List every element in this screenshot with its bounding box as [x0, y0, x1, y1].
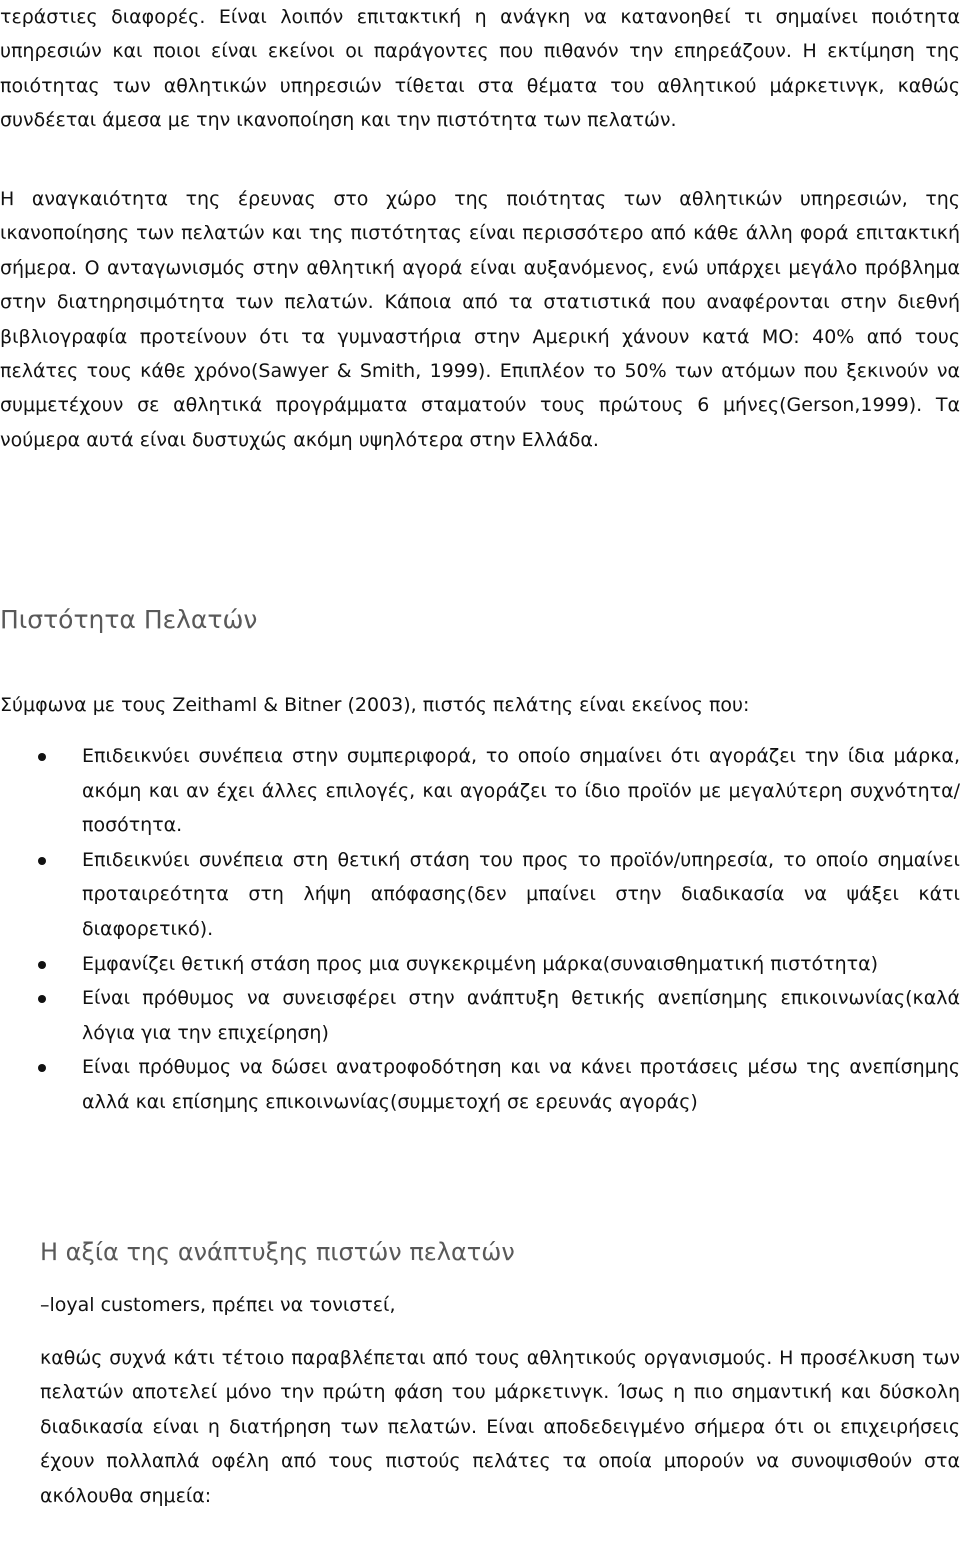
- heading-loyal-customer-value: Η αξία της ανάπτυξης πιστών πελατών: [40, 1238, 515, 1266]
- loyal-customer-traits-list: [0, 739, 960, 1120]
- list-item-text: Επιδεικνύει συνέπεια στη θετική στάση του προς το προϊόν/υπηρεσία, το οποίο σημαίνει προταιρεότητα στη λήψη απόφασης(δεν μπαίνει στην διαδικασία να ψάξει κάτι διαφορετικό).: [82, 848, 960, 940]
- list-item: [0, 1050, 960, 1119]
- paragraph-customer-retention: καθώς συχνά κάτι τέτοιο παραβλέπεται από τους αθλητικούς οργανισμούς. Η προσέλκυση των πελατών αποτελεί μόνο την πρώτη φάση του μάρκετινγκ. Ίσως η πιο σημαντική και δύσκολη διαδικασία είναι η διατήρηση των πελατών. Είναι αποδεδειγμένο σήμερα ότι οι επιχειρήσεις έχουν πολλαπλά οφέλη από τους πιστούς πελάτες τα οποία μπορούν να συνοψισθούν στα ακόλουθα σημεία:: [40, 1347, 960, 1507]
- loyal-customers-note: –loyal customers, πρέπει να τονιστεί,: [40, 1294, 396, 1316]
- list-item-text: Είναι πρόθυμος να συνεισφέρει στην ανάπτυξη θετικής ανεπίσημης επικοινωνίας(καλά λόγια για την επιχείρηση): [82, 987, 960, 1044]
- paragraph-research-necessity: Η αναγκαιότητα της έρευνας στο χώρο της ποιότητας των αθλητικών υπηρεσιών, της ικανοποίησης των πελατών και της πιστότητας είναι περισσότερο από κάθε άλλη φορά επιτακτική σήμερα. Ο ανταγωνισμός στην αθλητική αγορά είναι αυξανόμενος, ενώ υπάρχει μεγάλο πρόβλημα στην διατηρησιμότητα των πελατών. Κάποια από τα στατιστικά που αναφέρονται στην διεθνή βιβλιογραφία προτείνουν ότι τα γυμναστήρια στην Αμερική χάνουν κατά ΜΟ: 40% από τους πελάτες τους κάθε χρόνο(Sawyer & Smith, 1999). Επιπλέον το 50% των ατόμων που ξεκινούν να συμμετέχουν σε αθλητικά προγράμματα σταματούν τους πρώτους 6 μήνες(Gerson,1999). Τα νούμερα αυτά είναι δυστυχώς ακόμη υψηλότερα στην Ελλάδα.: [0, 188, 960, 451]
- heading-customer-loyalty: Πιστότητα Πελατών: [0, 605, 258, 634]
- list-item-text: Επιδεικνύει συνέπεια στην συμπεριφορά, το οποίο σημαίνει ότι αγοράζει την ίδια μάρκα, ακόμη και αν έχει άλλες επιλογές, και αγοράζει το ίδιο προϊόν με μεγαλύτερη συχνότητα/ποσότητα.: [82, 745, 960, 837]
- list-item: [0, 947, 960, 982]
- loyal-customer-definition-intro: Σύμφωνα με τους Zeithaml & Bitner (2003), πιστός πελάτης είναι εκείνος που:: [0, 694, 750, 716]
- list-item: [0, 843, 960, 947]
- list-item: [0, 981, 960, 1050]
- bullet-icon: [38, 1064, 46, 1072]
- list-item-text: Εμφανίζει θετική στάση προς μια συγκεκριμένη μάρκα(συναισθηματική πιστότητα): [82, 952, 879, 975]
- bullet-icon: [38, 857, 46, 865]
- bullet-icon: [38, 995, 46, 1003]
- list-item-text: Είναι πρόθυμος να δώσει ανατροφοδότηση και να κάνει προτάσεις μέσω της ανεπίσημης αλλά και επίσημης επικοινωνίας(συμμετοχή σε ερευνάς αγοράς): [82, 1056, 960, 1113]
- bullet-icon: [38, 753, 46, 761]
- bullet-icon: [38, 961, 46, 969]
- list-item: [0, 739, 960, 843]
- paragraph-service-quality: τεράστιες διαφορές. Είναι λοιπόν επιτακτική η ανάγκη να κατανοηθεί τι σημαίνει ποιότητα υπηρεσιών και ποιοι είναι εκείνοι οι παράγοντες που πιθανόν την επηρεάζουν. Η εκτίμηση της ποιότητας των αθλητικών υπηρεσιών τίθεται στα θέματα του αθλητικού μάρκετινγκ, καθώς συνδέεται άμεσα με την ικανοποίηση και την πιστότητα των πελατών.: [0, 6, 960, 132]
